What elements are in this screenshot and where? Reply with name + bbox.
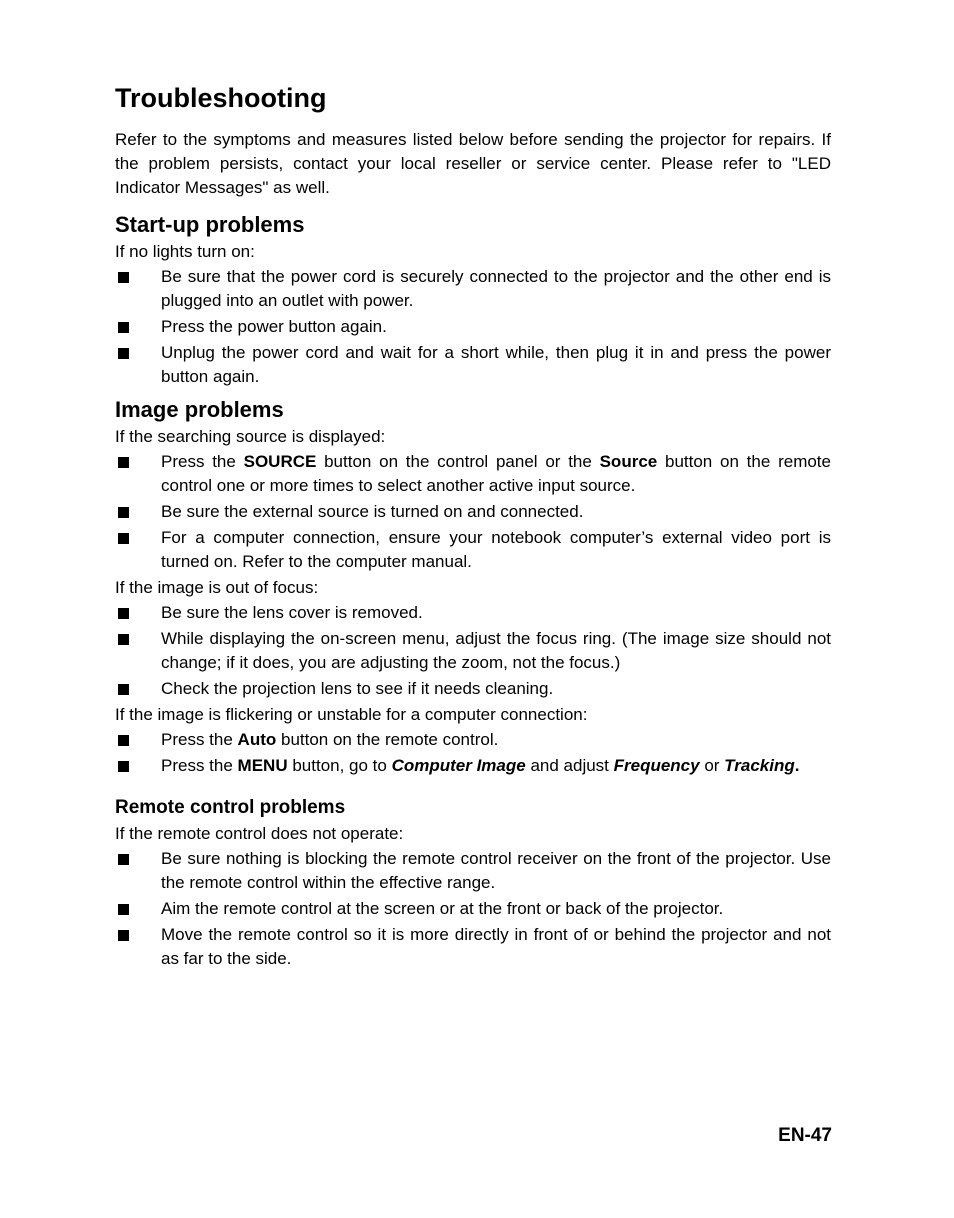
startup-lead: If no lights turn on: [115, 242, 255, 261]
list-item: Move the remote control so it is more directly in front of or behind the projector and not as far to the side. [115, 923, 831, 971]
square-bullet-icon [118, 608, 129, 619]
startup-list [115, 265, 831, 389]
square-bullet-icon [118, 904, 129, 915]
intro-paragraph: Refer to the symptoms and measures listed below before sending the projector for repairs. If the problem persists, contact your local reseller or service center. Please refer to "LED Indicator Messages" as well. [115, 130, 831, 197]
image-list-focus [115, 601, 831, 701]
square-bullet-icon [118, 930, 129, 941]
list-item: Press the Auto button on the remote control. [115, 728, 831, 752]
list-item: Aim the remote control at the screen or at the front or back of the projector. [115, 897, 831, 921]
square-bullet-icon [118, 533, 129, 544]
remote-section [115, 794, 831, 971]
list-item: Be sure the external source is turned on and connected. [115, 500, 831, 524]
document-page [115, 82, 831, 973]
square-bullet-icon [118, 761, 129, 772]
startup-heading: Start-up problems [115, 212, 305, 237]
square-bullet-icon [118, 272, 129, 283]
image-lead-focus: If the image is out of focus: [115, 578, 319, 597]
list-item: Be sure that the power cord is securely connected to the projector and the other end is plugged into an outlet with power. [115, 265, 831, 313]
square-bullet-icon [118, 507, 129, 518]
image-lead-source: If the searching source is displayed: [115, 427, 386, 446]
image-heading: Image problems [115, 397, 284, 422]
image-section [115, 395, 831, 778]
remote-lead: If the remote control does not operate: [115, 824, 404, 843]
list-item: For a computer connection, ensure your notebook computer’s external video port is turned on. Refer to the computer manual. [115, 526, 831, 574]
list-item: Be sure the lens cover is removed. [115, 601, 831, 625]
startup-section [115, 210, 831, 389]
square-bullet-icon [118, 854, 129, 865]
square-bullet-icon [118, 457, 129, 468]
square-bullet-icon [118, 348, 129, 359]
remote-heading: Remote control problems [115, 797, 346, 818]
image-lead-flicker: If the image is flickering or unstable for a computer connection: [115, 705, 588, 724]
list-item: Press the MENU button, go to Computer Image and adjust Frequency or Tracking. [115, 754, 831, 778]
square-bullet-icon [118, 322, 129, 333]
page-number: EN-47 [778, 1125, 832, 1146]
list-item: Unplug the power cord and wait for a short while, then plug it in and press the power button again. [115, 341, 831, 389]
list-item: Press the power button again. [115, 315, 831, 339]
list-item: Be sure nothing is blocking the remote control receiver on the front of the projector. Use the remote control within the effective range. [115, 847, 831, 895]
image-list-source [115, 450, 831, 574]
square-bullet-icon [118, 634, 129, 645]
remote-list [115, 847, 831, 971]
list-item: Press the SOURCE button on the control panel or the Source button on the remote control one or more times to select another active input source. [115, 450, 831, 498]
square-bullet-icon [118, 735, 129, 746]
square-bullet-icon [118, 684, 129, 695]
page-title: Troubleshooting [115, 83, 327, 113]
list-item: While displaying the on-screen menu, adjust the focus ring. (The image size should not change; if it does, you are adjusting the zoom, not the focus.) [115, 627, 831, 675]
image-list-flicker [115, 728, 831, 778]
list-item: Check the projection lens to see if it needs cleaning. [115, 677, 831, 701]
